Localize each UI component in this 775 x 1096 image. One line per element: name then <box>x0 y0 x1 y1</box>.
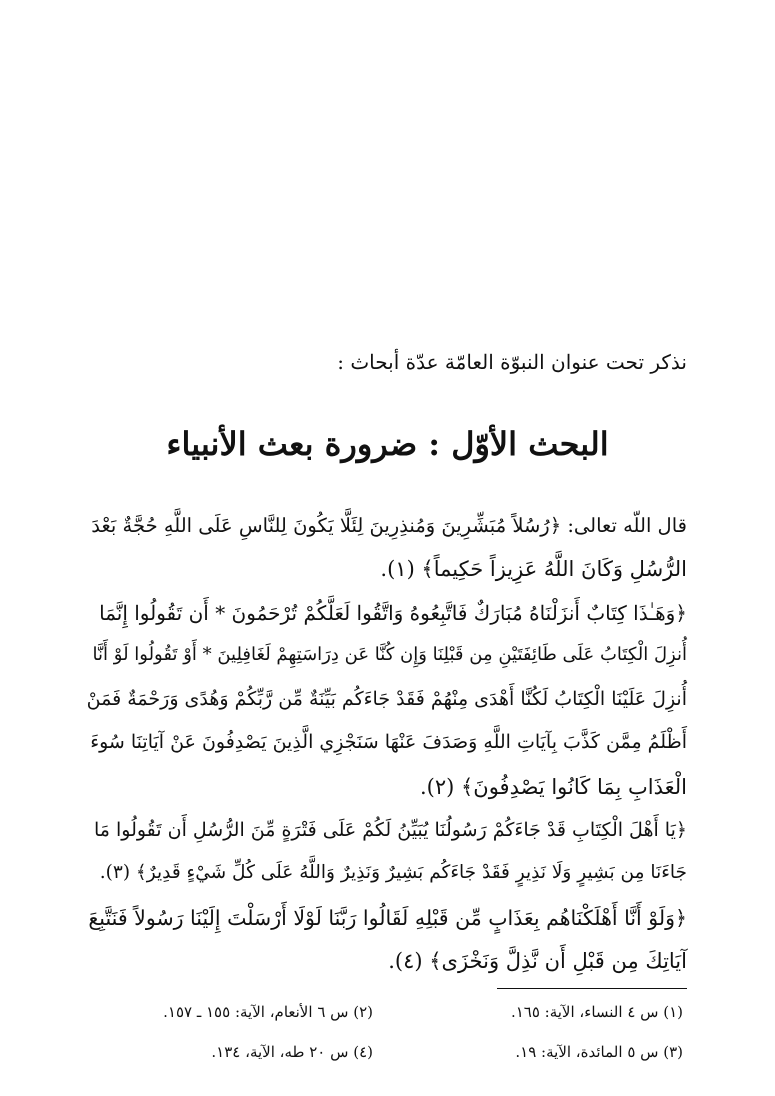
body-line: ﴿يَا أَهْلَ الْكِتَابِ قَدْ جَاءَكُمْ رَسُولُنَا يُبَيِّنُ لَكُمْ عَلَى فَتْرَةٍ مِّنَ الرُّسُلِ أَن تَقُولُوا مَا <box>93 819 687 841</box>
body-line: الْعَذَابِ بِمَا كَانُوا يَصْدِفُونَ﴾ (٢). <box>419 775 687 799</box>
footnote-3: (٣) س ٥ المائدة، الآية: ١٩. <box>515 1043 683 1061</box>
body-line: قال اللّه تعالى: ﴿رُسُلاً مُبَشِّرِينَ وَمُنذِرِينَ لِئَلَّا يَكُونَ لِلنَّاسِ عَلَى اللَّهِ حُجَّةٌ بَعْدَ <box>91 514 687 537</box>
footnote-2: (٢) س ٦ الأنعام، الآية: ١٥٥ ـ ١٥٧. <box>163 1003 373 1021</box>
section-heading: البحث الأوّل : ضرورة بعث الأنبياء <box>166 425 609 463</box>
body-line: جَاءَنَا مِن بَشِيرٍ وَلَا نَذِيرٍ فَقَدْ جَاءَكُم بَشِيرٌ وَنَذِيرٌ وَاللَّهُ عَلَى كُلِّ شَيْءٍ قَدِيرٌ﴾ (٣). <box>99 862 687 883</box>
footnote-1: (١) س ٤ النساء، الآية: ١٦٥. <box>510 1003 683 1021</box>
body-line: ﴿وَهَـٰذَا كِتَابٌ أَنزَلْنَاهُ مُبَارَكٌ فَاتَّبِعُوهُ وَاتَّقُوا لَعَلَّكُمْ تُرْحَمُونَ * أَن تَقُولُوا إِنَّمَا <box>99 601 687 625</box>
body-line: أُنزِلَ الْكِتَابُ عَلَى طَائِفَتَيْنِ مِن قَبْلِنَا وَإِن كُنَّا عَن دِرَاسَتِهِمْ لَغَافِلِينَ * أَوْ تَقُولُوا لَوْ أَنَّا <box>92 644 687 665</box>
body-line: آيَاتِكَ مِن قَبْلِ أَن نَّذِلَّ وَنَخْزَى﴾ (٤). <box>388 949 687 973</box>
body-line: الرُّسُلِ وَكَانَ اللَّهُ عَزِيزاً حَكِيماً﴾ (١). <box>380 557 687 581</box>
intro-text: نذكر تحت عنوان النبوّة العامّة عدّة أبحاث : <box>337 350 687 374</box>
body-line: أُنزِلَ عَلَيْنَا الْكِتَابُ لَكُنَّا أَهْدَى مِنْهُمْ فَقَدْ جَاءَكُم بَيِّنَةٌ مِّن رَّبِّكُمْ وَهُدًى وَرَحْمَةٌ فَمَنْ <box>86 688 687 710</box>
body-line: أَظْلَمُ مِمَّن كَذَّبَ بِآيَاتِ اللَّهِ وَصَدَفَ عَنْهَا سَنَجْزِي الَّذِينَ يَصْدِفُونَ عَنْ آيَاتِنَا سُوءَ <box>90 731 687 753</box>
footnote-4: (٤) س ٢٠ طه، الآية، ١٣٤. <box>211 1043 373 1061</box>
footnote-divider <box>497 988 687 989</box>
body-line: ﴿وَلَوْ أَنَّا أَهْلَكْنَاهُم بِعَذَابٍ مِّن قَبْلِهِ لَقَالُوا رَبَّنَا لَوْلَا أَرْسَلْتَ إِلَيْنَا رَسُولاً فَنَتَّبِعَ <box>88 906 687 930</box>
